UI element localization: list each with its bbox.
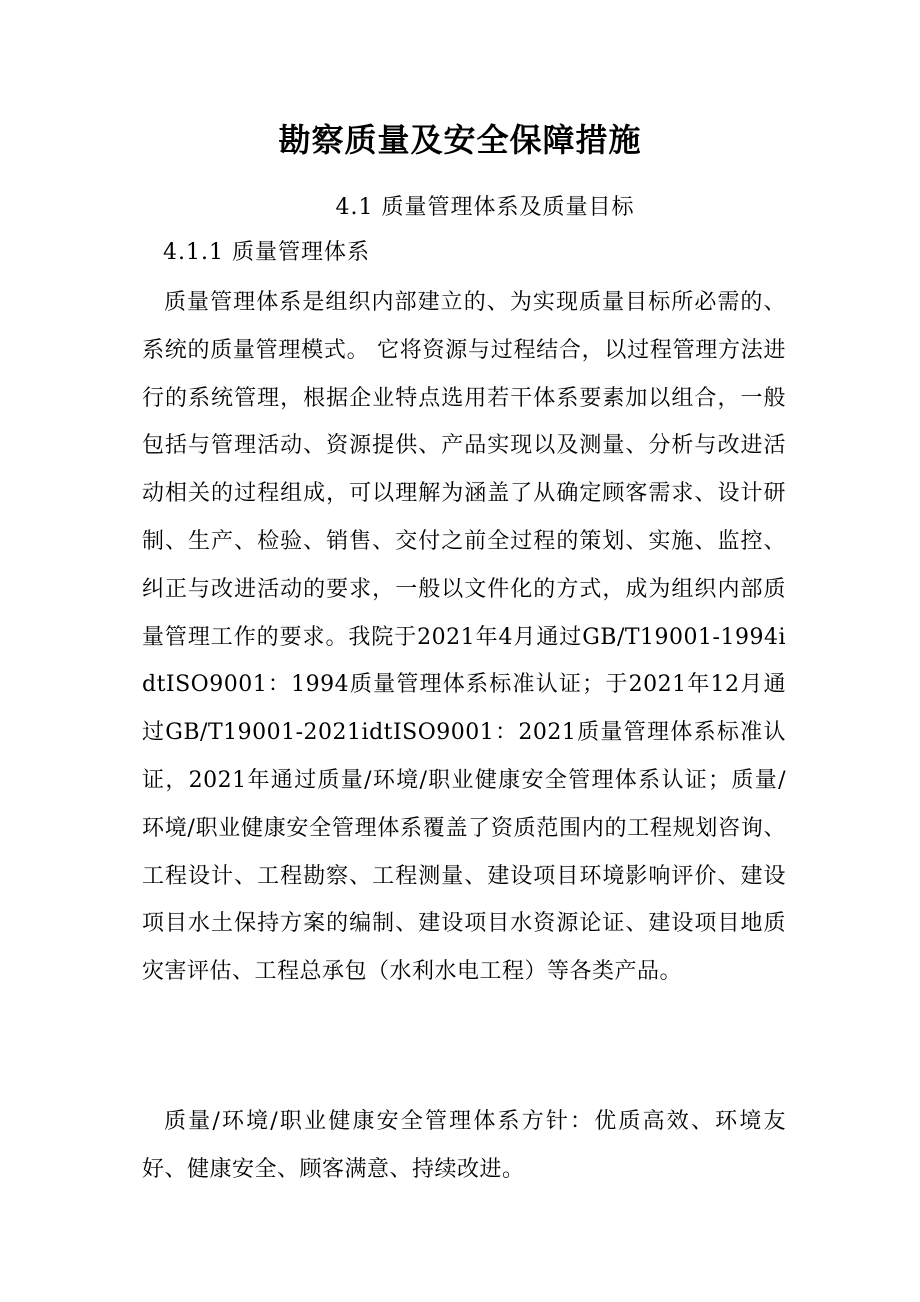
subsection-heading: 4.1.1 质量管理体系 [163, 240, 370, 265]
body-paragraph: 质量/环境/职业健康安全管理体系方针：优质高效、环境友好、健康安全、顾客满意、持续改进。 [142, 1109, 786, 1182]
document-title: 勘察质量及安全保障措施 [278, 121, 642, 159]
section-heading: 4.1 质量管理体系及质量目标 [335, 195, 635, 220]
body-paragraph: 质量管理体系是组织内部建立的、为实现质量目标所必需的、系统的质量管理模式。 它将资源与过程结合，以过程管理方法进行的系统管理，根据企业特点选用若干体系要素加以组合，一般包括与管理活动、资源提供、产品实现以及测量、分析与改进活动相关的过程组成，可以理解为涵盖了从确定顾客需求、设计研制、生产、检验、销售、交付之前全过程的策划、实施、监控、纠正与改进活动的要求，一般以文件化的方式，成为组织内部质量管理工作的要求。我院于2021年4月通过GB/T19001-1994idtISO9001：1994质量管理体系标准认证；于2021年12月通过GB/T19001-2021idtISO9001：2021质量管理体系标准认证，2021年通过质量/环境/职业健康安全管理体系认证；质量/环境/职业健康安全管理体系覆盖了资质范围内的工程规划咨询、工程设计、工程勘察、工程测量、建设项目环境影响评价、建设项目水土保持方案的编制、建设项目水资源论证、建设项目地质灾害评估、工程总承包（水利水电工程）等各类产品。 [142, 290, 786, 985]
